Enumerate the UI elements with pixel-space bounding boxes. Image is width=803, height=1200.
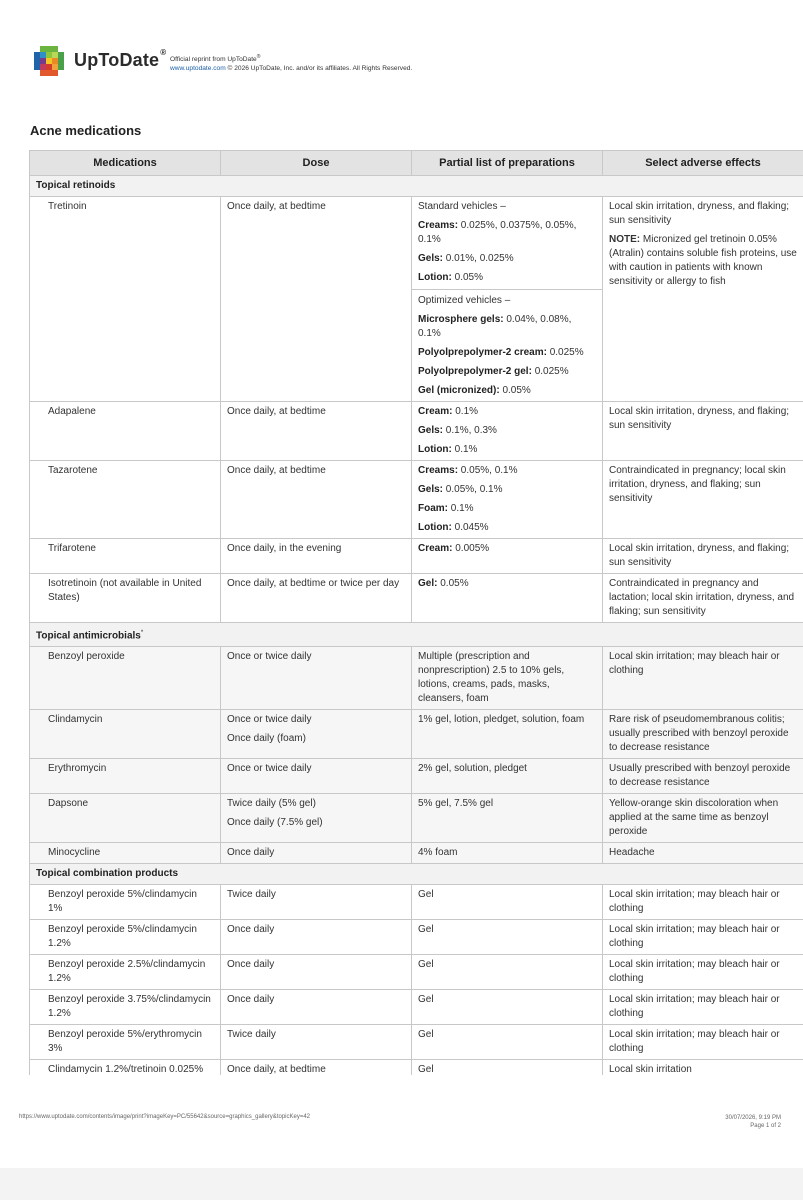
section-row-topical-retinoids <box>30 176 803 197</box>
medication-cell: Benzoyl peroxide 3.75%/clindamycin 1.2% <box>30 990 221 1025</box>
dose-cell: Once daily, at bedtime <box>221 461 412 539</box>
adverse-effects-cell: Local skin irritation; may bleach hair or clothing <box>603 1025 803 1060</box>
uptodate-link[interactable]: www.uptodate.com <box>170 65 226 73</box>
preparations-cell: Standard vehicles – Creams: 0.025%, 0.0375%, 0.05%, 0.1% Gels: 0.01%, 0.025% Lotion: 0.05% Optimized vehicles – Microsphere gels: 0.04%, 0.08%, 0.1% Polyolprepolymer-2 cream: 0.025% Polyolprepolymer-2 gel: 0.025% Gel (micronized): 0.05% <box>412 197 603 402</box>
preparations-cell: Gel <box>412 1025 603 1060</box>
page-bottom-band <box>0 1168 803 1200</box>
table-row <box>30 955 803 990</box>
column-header-dose: Dose <box>221 151 412 176</box>
medication-cell: Clindamycin <box>30 710 221 759</box>
dose-cell: Once or twice daily <box>221 647 412 710</box>
table-row <box>30 794 803 843</box>
medication-cell: Benzoyl peroxide 5%/erythromycin 3% <box>30 1025 221 1060</box>
medication-cell: Tazarotene <box>30 461 221 539</box>
adverse-effects-cell: Local skin irritation, dryness, and flaking; sun sensitivity NOTE: Micronized gel tretinoin 0.05% (Atralin) contains soluble fish proteins, use with caution in patients with known sensitivity or allergy to fish <box>603 197 803 402</box>
medication-cell: Benzoyl peroxide 5%/clindamycin 1.2% <box>30 920 221 955</box>
adverse-effects-cell: Usually prescribed with benzoyl peroxide to decrease resistance <box>603 759 803 794</box>
adverse-effects-cell: Local skin irritation; may bleach hair or clothing <box>603 885 803 920</box>
table-row <box>30 402 803 461</box>
table-row <box>30 990 803 1025</box>
adverse-effects-cell: Contraindicated in pregnancy and lactation; local skin irritation, dryness, and flaking; sun sensitivity <box>603 574 803 623</box>
table-row <box>30 647 803 710</box>
adverse-effects-cell: Local skin irritation; may bleach hair or clothing <box>603 647 803 710</box>
preparations-cell: Gel <box>412 955 603 990</box>
table-row <box>30 843 803 864</box>
section-label: Topical retinoids <box>30 176 803 197</box>
table-row <box>30 1060 803 1075</box>
medication-cell: Minocycline <box>30 843 221 864</box>
medication-cell: Benzoyl peroxide <box>30 647 221 710</box>
column-header-adverse-effects: Select adverse effects <box>603 151 803 176</box>
dose-cell: Twice daily <box>221 1025 412 1060</box>
dose-cell: Once daily, at bedtime <box>221 1060 412 1075</box>
table-row <box>30 710 803 759</box>
dose-cell: Once daily, in the evening <box>221 539 412 574</box>
preparations-cell: Creams: 0.05%, 0.1% Gels: 0.05%, 0.1% Foam: 0.1% Lotion: 0.045% <box>412 461 603 539</box>
footnote-marker: * <box>140 630 144 636</box>
dose-cell: Twice daily <box>221 885 412 920</box>
preparations-cell: 5% gel, 7.5% gel <box>412 794 603 843</box>
preparations-cell: Gel <box>412 920 603 955</box>
adverse-effects-cell: Local skin irritation; may bleach hair or clothing <box>603 955 803 990</box>
medications-table-wrapper <box>29 150 803 1075</box>
medication-cell: Clindamycin 1.2%/tretinoin 0.025% <box>30 1060 221 1075</box>
column-header-preparations: Partial list of preparations <box>412 151 603 176</box>
dose-cell: Once or twice daily <box>221 759 412 794</box>
preparations-cell: Cream: 0.005% <box>412 539 603 574</box>
dose-cell: Once daily, at bedtime <box>221 197 412 402</box>
adverse-effects-cell: Local skin irritation, dryness, and flaking; sun sensitivity <box>603 402 803 461</box>
table-row <box>30 1025 803 1060</box>
dose-cell: Once daily, at bedtime or twice per day <box>221 574 412 623</box>
dose-cell: Twice daily (5% gel) Once daily (7.5% gel) <box>221 794 412 843</box>
section-row-topical-antimicrobials <box>30 623 803 647</box>
footer-date-page: 30/07/2026, 9:19 PM Page 1 of 2 <box>725 1115 781 1129</box>
adverse-effects-cell: Local skin irritation; may bleach hair or clothing <box>603 990 803 1025</box>
section-row-topical-combination-products <box>30 864 803 885</box>
table-row <box>30 197 803 402</box>
preparations-cell: 1% gel, lotion, pledget, solution, foam <box>412 710 603 759</box>
table-row <box>30 885 803 920</box>
adverse-effects-cell: Contraindicated in pregnancy; local skin irritation, dryness, and flaking; sun sensitivity <box>603 461 803 539</box>
medication-cell: Trifarotene <box>30 539 221 574</box>
preparations-cell: 2% gel, solution, pledget <box>412 759 603 794</box>
reprint-notice: Official reprint from UpToDate® www.uptodate.com © 2026 UpToDate, Inc. and/or its affiliates. All Rights Reserved. <box>170 54 413 73</box>
medication-cell: Isotretinoin (not available in United States) <box>30 574 221 623</box>
preparations-cell: 4% foam <box>412 843 603 864</box>
dose-cell: Once daily <box>221 920 412 955</box>
section-label: Topical antimicrobials* <box>30 623 803 647</box>
table-row <box>30 759 803 794</box>
adverse-effects-cell: Yellow-orange skin discoloration when applied at the same time as benzoyl peroxide <box>603 794 803 843</box>
table-row <box>30 920 803 955</box>
logo-wordmark: UpToDate® <box>74 48 167 70</box>
adverse-effects-cell: Local skin irritation, dryness, and flaking; sun sensitivity <box>603 539 803 574</box>
medication-cell: Dapsone <box>30 794 221 843</box>
dose-cell: Once or twice daily Once daily (foam) <box>221 710 412 759</box>
preparations-cell: Gel <box>412 990 603 1025</box>
dose-cell: Once daily <box>221 990 412 1025</box>
adverse-effects-cell: Rare risk of pseudomembranous colitis; usually prescribed with benzoyl peroxide to decrease resistance <box>603 710 803 759</box>
preparations-cell: Cream: 0.1% Gels: 0.1%, 0.3% Lotion: 0.1% <box>412 402 603 461</box>
medication-cell: Adapalene <box>30 402 221 461</box>
table-header-row <box>30 151 803 176</box>
dose-cell: Once daily, at bedtime <box>221 402 412 461</box>
uptodate-logo-icon <box>34 46 64 76</box>
dose-cell: Once daily <box>221 843 412 864</box>
column-header-medications: Medications <box>30 151 221 176</box>
medication-cell: Tretinoin <box>30 197 221 402</box>
table-row <box>30 574 803 623</box>
page-title: Acne medications <box>30 123 142 138</box>
preparations-cell: Gel <box>412 1060 603 1075</box>
medication-cell: Erythromycin <box>30 759 221 794</box>
document-header <box>34 44 774 80</box>
adverse-effects-cell: Local skin irritation <box>603 1060 803 1075</box>
dose-cell: Once daily <box>221 955 412 990</box>
preparations-cell: Gel: 0.05% <box>412 574 603 623</box>
table-row <box>30 539 803 574</box>
adverse-effects-cell: Local skin irritation; may bleach hair or clothing <box>603 920 803 955</box>
preparations-cell: Gel <box>412 885 603 920</box>
medication-cell: Benzoyl peroxide 2.5%/clindamycin 1.2% <box>30 955 221 990</box>
preparations-cell: Multiple (prescription and nonprescription) 2.5 to 10% gels, lotions, creams, pads, masks, cleansers, foam <box>412 647 603 710</box>
medications-table <box>29 150 803 1075</box>
medication-cell: Benzoyl peroxide 5%/clindamycin 1% <box>30 885 221 920</box>
table-row <box>30 461 803 539</box>
adverse-effects-cell: Headache <box>603 843 803 864</box>
footer-url[interactable]: https://www.uptodate.com/contents/image/print?imageKey=PC/55642&source=graphics_gallery&topicKey=42 <box>19 1114 311 1120</box>
section-label: Topical combination products <box>30 864 803 885</box>
